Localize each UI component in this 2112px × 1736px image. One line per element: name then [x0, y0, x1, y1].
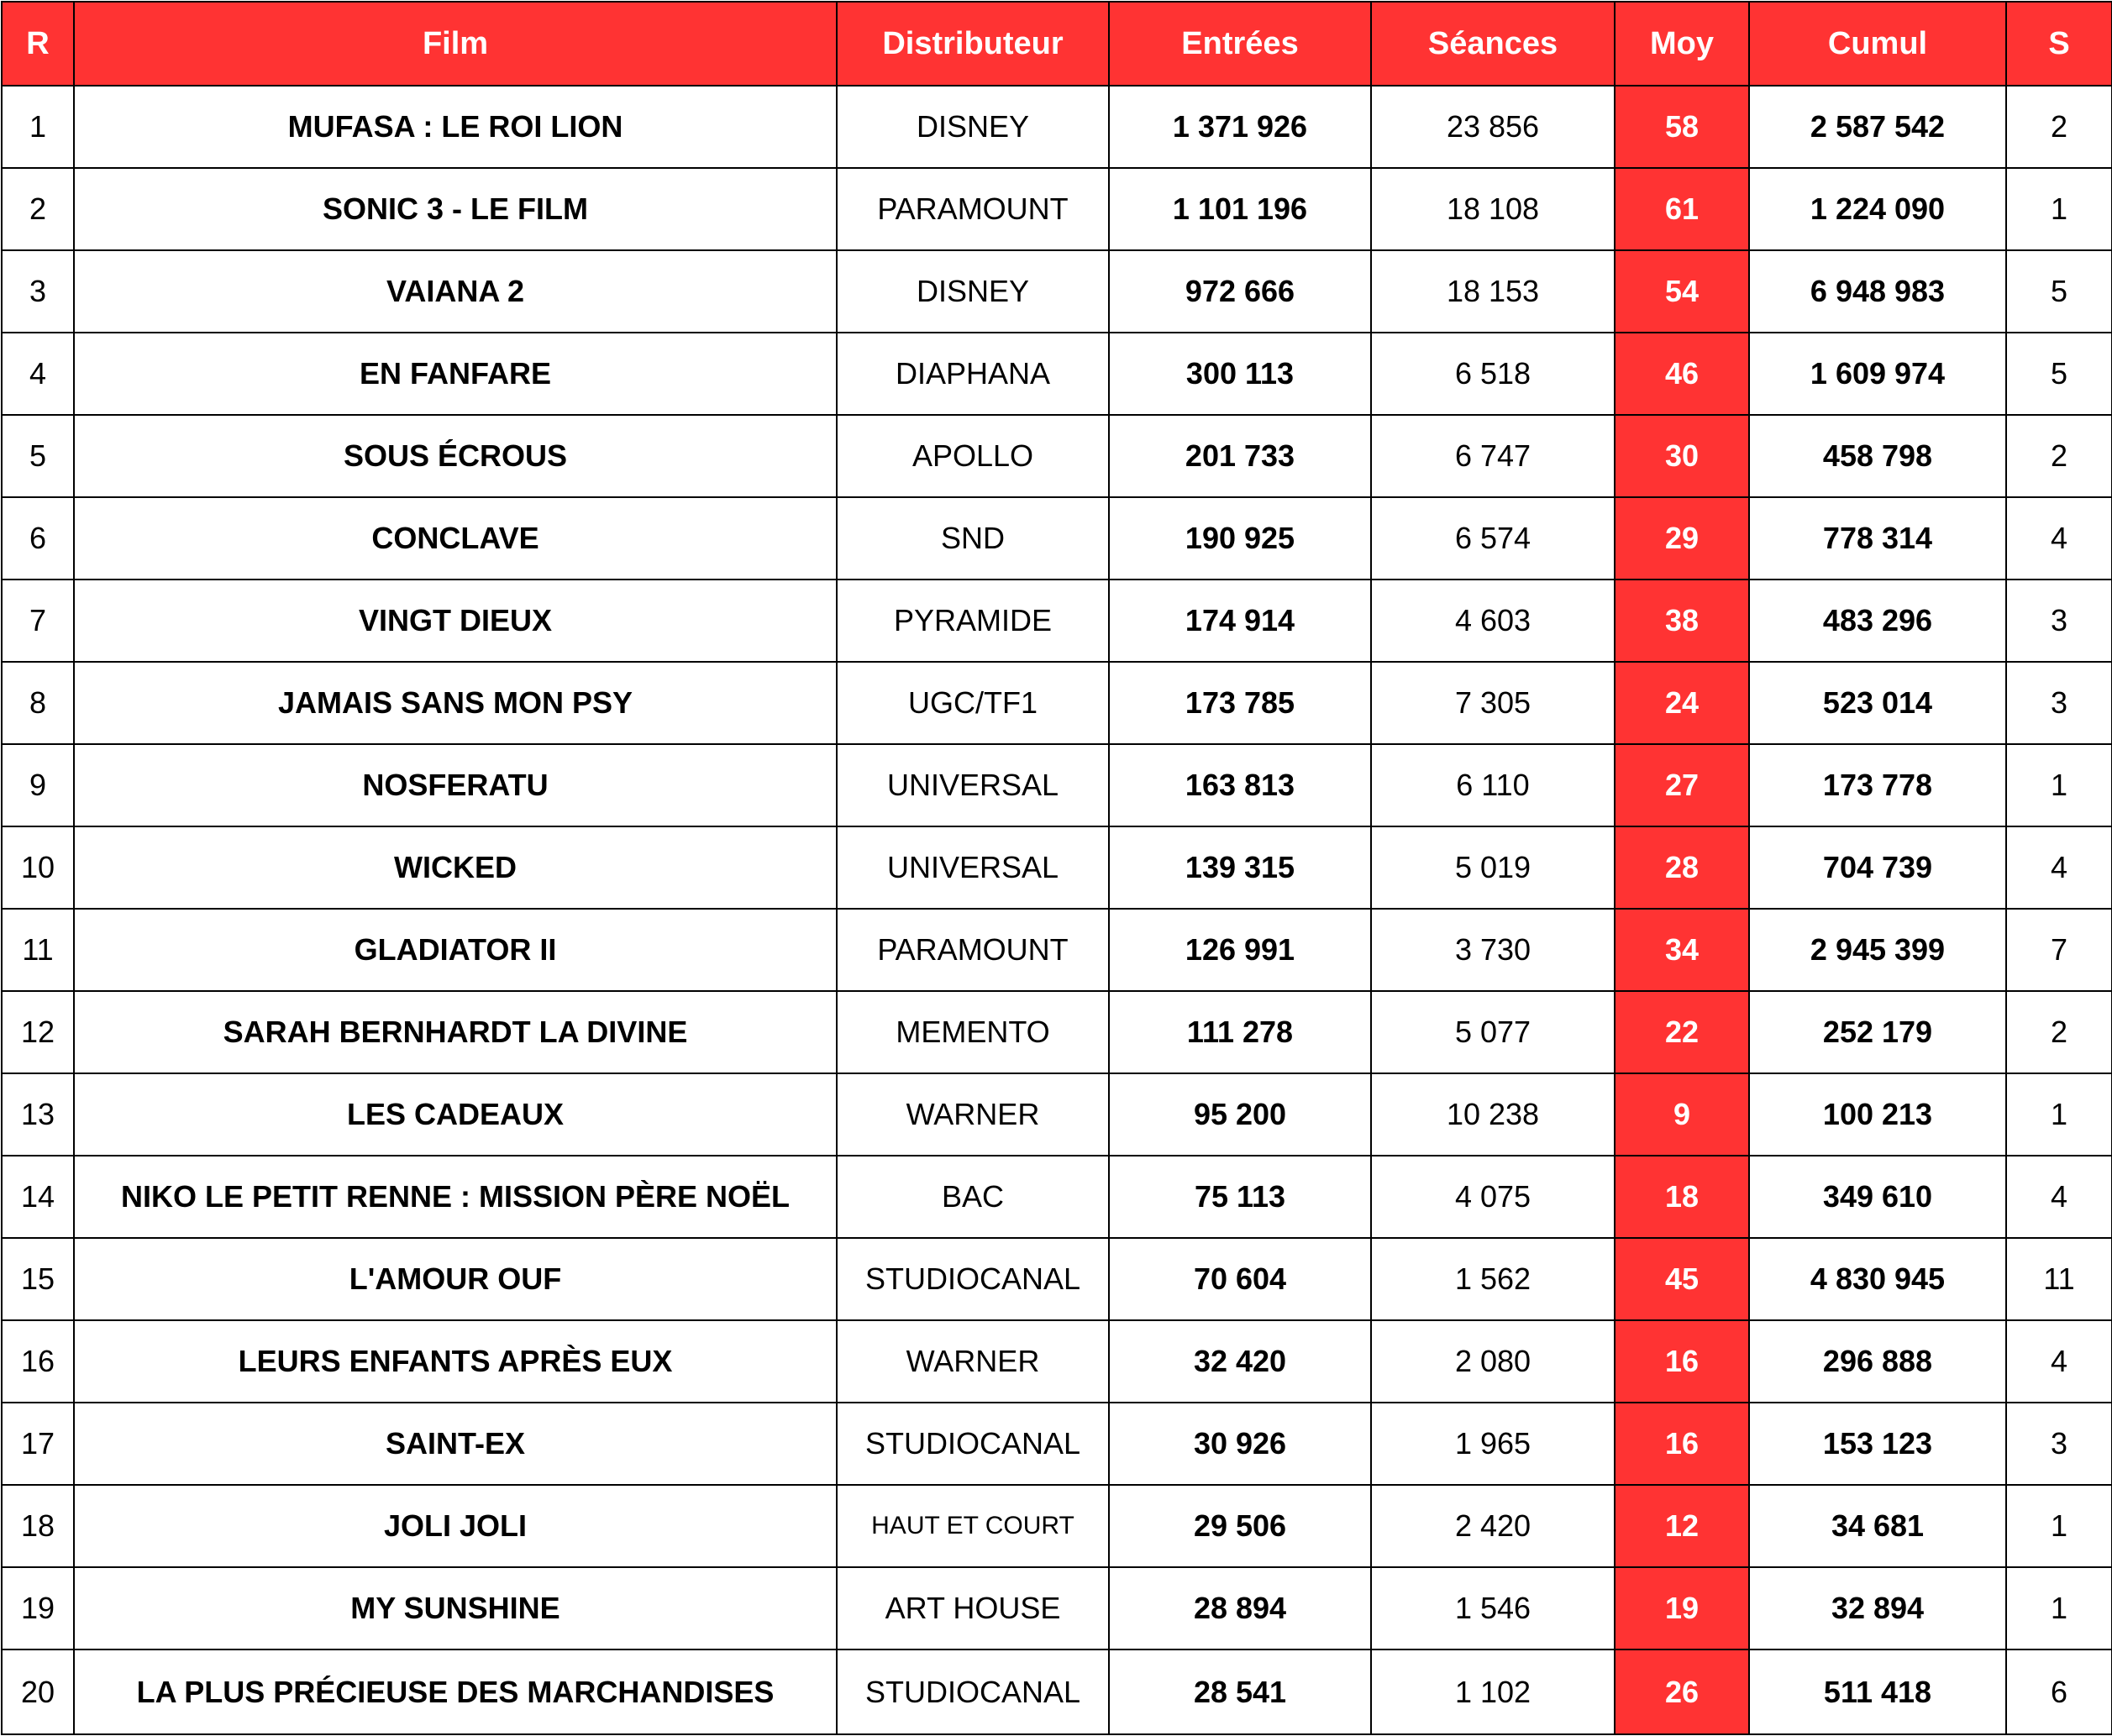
average-cell: 16	[1615, 1320, 1749, 1403]
film-title-cell: LES CADEAUX	[74, 1073, 837, 1156]
film-title-cell: LEURS ENFANTS APRÈS EUX	[74, 1320, 837, 1403]
admissions-cell: 75 113	[1109, 1156, 1371, 1238]
average-cell: 38	[1615, 580, 1749, 662]
distributor-cell: PARAMOUNT	[837, 168, 1109, 250]
rank-cell: 12	[2, 991, 74, 1073]
header-film: Film	[74, 2, 837, 86]
cumulative-cell: 173 778	[1749, 744, 2006, 826]
distributor-cell: SND	[837, 497, 1109, 580]
distributor-cell: WARNER	[837, 1320, 1109, 1403]
header-admissions: Entrées	[1109, 2, 1371, 86]
table-row	[2, 826, 2112, 909]
average-cell: 27	[1615, 744, 1749, 826]
cumulative-cell: 778 314	[1749, 497, 2006, 580]
table-row	[2, 86, 2112, 168]
film-title-cell: JAMAIS SANS MON PSY	[74, 662, 837, 744]
cumulative-cell: 511 418	[1749, 1649, 2006, 1734]
film-title-cell: EN FANFARE	[74, 333, 837, 415]
admissions-cell: 70 604	[1109, 1238, 1371, 1320]
average-cell: 45	[1615, 1238, 1749, 1320]
weeks-cell: 1	[2006, 1485, 2112, 1567]
weeks-cell: 11	[2006, 1238, 2112, 1320]
cumulative-cell: 153 123	[1749, 1403, 2006, 1485]
admissions-cell: 126 991	[1109, 909, 1371, 991]
average-cell: 16	[1615, 1403, 1749, 1485]
admissions-cell: 972 666	[1109, 250, 1371, 333]
average-cell: 34	[1615, 909, 1749, 991]
admissions-cell: 173 785	[1109, 662, 1371, 744]
header-screenings: Séances	[1371, 2, 1615, 86]
table-row	[2, 333, 2112, 415]
admissions-cell: 1 101 196	[1109, 168, 1371, 250]
rank-cell: 8	[2, 662, 74, 744]
film-title-cell: L'AMOUR OUF	[74, 1238, 837, 1320]
film-title-cell: GLADIATOR II	[74, 909, 837, 991]
weeks-cell: 7	[2006, 909, 2112, 991]
rank-cell: 19	[2, 1567, 74, 1649]
average-cell: 18	[1615, 1156, 1749, 1238]
box-office-table	[1, 1, 2112, 1735]
rank-cell: 7	[2, 580, 74, 662]
average-cell: 12	[1615, 1485, 1749, 1567]
distributor-cell: WARNER	[837, 1073, 1109, 1156]
admissions-cell: 29 506	[1109, 1485, 1371, 1567]
average-cell: 61	[1615, 168, 1749, 250]
average-cell: 9	[1615, 1073, 1749, 1156]
rank-cell: 4	[2, 333, 74, 415]
weeks-cell: 1	[2006, 168, 2112, 250]
header-distributor: Distributeur	[837, 2, 1109, 86]
admissions-cell: 174 914	[1109, 580, 1371, 662]
table-row	[2, 662, 2112, 744]
rank-cell: 13	[2, 1073, 74, 1156]
average-cell: 19	[1615, 1567, 1749, 1649]
film-title-cell: NOSFERATU	[74, 744, 837, 826]
screenings-cell: 5 077	[1371, 991, 1615, 1073]
table-row	[2, 250, 2112, 333]
cumulative-cell: 252 179	[1749, 991, 2006, 1073]
weeks-cell: 2	[2006, 415, 2112, 497]
table-row	[2, 1320, 2112, 1403]
screenings-cell: 2 080	[1371, 1320, 1615, 1403]
average-cell: 30	[1615, 415, 1749, 497]
screenings-cell: 2 420	[1371, 1485, 1615, 1567]
screenings-cell: 6 110	[1371, 744, 1615, 826]
table-row	[2, 1156, 2112, 1238]
cumulative-cell: 4 830 945	[1749, 1238, 2006, 1320]
header-cumulative: Cumul	[1749, 2, 2006, 86]
cumulative-cell: 32 894	[1749, 1567, 2006, 1649]
rank-cell: 16	[2, 1320, 74, 1403]
cumulative-cell: 2 945 399	[1749, 909, 2006, 991]
film-title-cell: LA PLUS PRÉCIEUSE DES MARCHANDISES	[74, 1649, 837, 1734]
table-row	[2, 1238, 2112, 1320]
table-row	[2, 744, 2112, 826]
screenings-cell: 6 518	[1371, 333, 1615, 415]
average-cell: 26	[1615, 1649, 1749, 1734]
admissions-cell: 1 371 926	[1109, 86, 1371, 168]
admissions-cell: 111 278	[1109, 991, 1371, 1073]
header-average: Moy	[1615, 2, 1749, 86]
cumulative-cell: 296 888	[1749, 1320, 2006, 1403]
rank-cell: 10	[2, 826, 74, 909]
weeks-cell: 6	[2006, 1649, 2112, 1734]
distributor-cell: BAC	[837, 1156, 1109, 1238]
average-cell: 58	[1615, 86, 1749, 168]
screenings-cell: 6 574	[1371, 497, 1615, 580]
average-cell: 29	[1615, 497, 1749, 580]
screenings-cell: 3 730	[1371, 909, 1615, 991]
admissions-cell: 190 925	[1109, 497, 1371, 580]
screenings-cell: 1 965	[1371, 1403, 1615, 1485]
cumulative-cell: 458 798	[1749, 415, 2006, 497]
film-title-cell: SONIC 3 - LE FILM	[74, 168, 837, 250]
rank-cell: 9	[2, 744, 74, 826]
film-title-cell: VAIANA 2	[74, 250, 837, 333]
table-body	[2, 86, 2112, 1734]
distributor-cell: DIAPHANA	[837, 333, 1109, 415]
distributor-cell: UGC/TF1	[837, 662, 1109, 744]
weeks-cell: 5	[2006, 333, 2112, 415]
rank-cell: 6	[2, 497, 74, 580]
weeks-cell: 4	[2006, 497, 2112, 580]
table-row	[2, 1649, 2112, 1734]
cumulative-cell: 100 213	[1749, 1073, 2006, 1156]
admissions-cell: 32 420	[1109, 1320, 1371, 1403]
admissions-cell: 28 894	[1109, 1567, 1371, 1649]
admissions-cell: 163 813	[1109, 744, 1371, 826]
cumulative-cell: 349 610	[1749, 1156, 2006, 1238]
film-title-cell: VINGT DIEUX	[74, 580, 837, 662]
weeks-cell: 1	[2006, 1073, 2112, 1156]
average-cell: 22	[1615, 991, 1749, 1073]
film-title-cell: SAINT-EX	[74, 1403, 837, 1485]
screenings-cell: 4 603	[1371, 580, 1615, 662]
cumulative-cell: 704 739	[1749, 826, 2006, 909]
screenings-cell: 1 546	[1371, 1567, 1615, 1649]
header-row	[2, 2, 2112, 86]
film-title-cell: SARAH BERNHARDT LA DIVINE	[74, 991, 837, 1073]
cumulative-cell: 6 948 983	[1749, 250, 2006, 333]
admissions-cell: 28 541	[1109, 1649, 1371, 1734]
distributor-cell: ART HOUSE	[837, 1567, 1109, 1649]
distributor-cell: APOLLO	[837, 415, 1109, 497]
rank-cell: 15	[2, 1238, 74, 1320]
film-title-cell: MUFASA : LE ROI LION	[74, 86, 837, 168]
cumulative-cell: 523 014	[1749, 662, 2006, 744]
distributor-cell: PARAMOUNT	[837, 909, 1109, 991]
weeks-cell: 1	[2006, 1567, 2112, 1649]
table-row	[2, 580, 2112, 662]
film-title-cell: SOUS ÉCROUS	[74, 415, 837, 497]
distributor-cell: STUDIOCANAL	[837, 1403, 1109, 1485]
table-row	[2, 991, 2112, 1073]
average-cell: 28	[1615, 826, 1749, 909]
rank-cell: 5	[2, 415, 74, 497]
film-title-cell: NIKO LE PETIT RENNE : MISSION PÈRE NOËL	[74, 1156, 837, 1238]
screenings-cell: 23 856	[1371, 86, 1615, 168]
rank-cell: 17	[2, 1403, 74, 1485]
screenings-cell: 10 238	[1371, 1073, 1615, 1156]
table-row	[2, 497, 2112, 580]
rank-cell: 18	[2, 1485, 74, 1567]
table-row	[2, 909, 2112, 991]
distributor-cell: PYRAMIDE	[837, 580, 1109, 662]
screenings-cell: 18 108	[1371, 168, 1615, 250]
distributor-cell: DISNEY	[837, 250, 1109, 333]
table-row	[2, 1403, 2112, 1485]
film-title-cell: MY SUNSHINE	[74, 1567, 837, 1649]
rank-cell: 1	[2, 86, 74, 168]
average-cell: 24	[1615, 662, 1749, 744]
screenings-cell: 7 305	[1371, 662, 1615, 744]
cumulative-cell: 483 296	[1749, 580, 2006, 662]
cumulative-cell: 1 224 090	[1749, 168, 2006, 250]
weeks-cell: 1	[2006, 744, 2112, 826]
weeks-cell: 4	[2006, 826, 2112, 909]
distributor-cell: UNIVERSAL	[837, 744, 1109, 826]
screenings-cell: 1 102	[1371, 1649, 1615, 1734]
distributor-cell: UNIVERSAL	[837, 826, 1109, 909]
admissions-cell: 30 926	[1109, 1403, 1371, 1485]
cumulative-cell: 1 609 974	[1749, 333, 2006, 415]
film-title-cell: WICKED	[74, 826, 837, 909]
table-row	[2, 415, 2112, 497]
rank-cell: 11	[2, 909, 74, 991]
average-cell: 54	[1615, 250, 1749, 333]
rank-cell: 20	[2, 1649, 74, 1734]
weeks-cell: 5	[2006, 250, 2112, 333]
screenings-cell: 6 747	[1371, 415, 1615, 497]
screenings-cell: 5 019	[1371, 826, 1615, 909]
rank-cell: 14	[2, 1156, 74, 1238]
table-row	[2, 1485, 2112, 1567]
admissions-cell: 95 200	[1109, 1073, 1371, 1156]
distributor-cell: STUDIOCANAL	[837, 1238, 1109, 1320]
admissions-cell: 300 113	[1109, 333, 1371, 415]
distributor-cell: STUDIOCANAL	[837, 1649, 1109, 1734]
weeks-cell: 3	[2006, 1403, 2112, 1485]
weeks-cell: 2	[2006, 991, 2112, 1073]
cumulative-cell: 34 681	[1749, 1485, 2006, 1567]
header-weeks: S	[2006, 2, 2112, 86]
weeks-cell: 2	[2006, 86, 2112, 168]
distributor-cell: DISNEY	[837, 86, 1109, 168]
weeks-cell: 4	[2006, 1320, 2112, 1403]
screenings-cell: 18 153	[1371, 250, 1615, 333]
table-row	[2, 1073, 2112, 1156]
film-title-cell: JOLI JOLI	[74, 1485, 837, 1567]
distributor-cell: MEMENTO	[837, 991, 1109, 1073]
weeks-cell: 3	[2006, 662, 2112, 744]
admissions-cell: 201 733	[1109, 415, 1371, 497]
cumulative-cell: 2 587 542	[1749, 86, 2006, 168]
weeks-cell: 4	[2006, 1156, 2112, 1238]
rank-cell: 3	[2, 250, 74, 333]
film-title-cell: CONCLAVE	[74, 497, 837, 580]
table-row	[2, 1567, 2112, 1649]
table-row	[2, 168, 2112, 250]
distributor-cell: HAUT ET COURT	[837, 1485, 1109, 1567]
rank-cell: 2	[2, 168, 74, 250]
admissions-cell: 139 315	[1109, 826, 1371, 909]
screenings-cell: 1 562	[1371, 1238, 1615, 1320]
screenings-cell: 4 075	[1371, 1156, 1615, 1238]
weeks-cell: 3	[2006, 580, 2112, 662]
header-rank: R	[2, 2, 74, 86]
average-cell: 46	[1615, 333, 1749, 415]
